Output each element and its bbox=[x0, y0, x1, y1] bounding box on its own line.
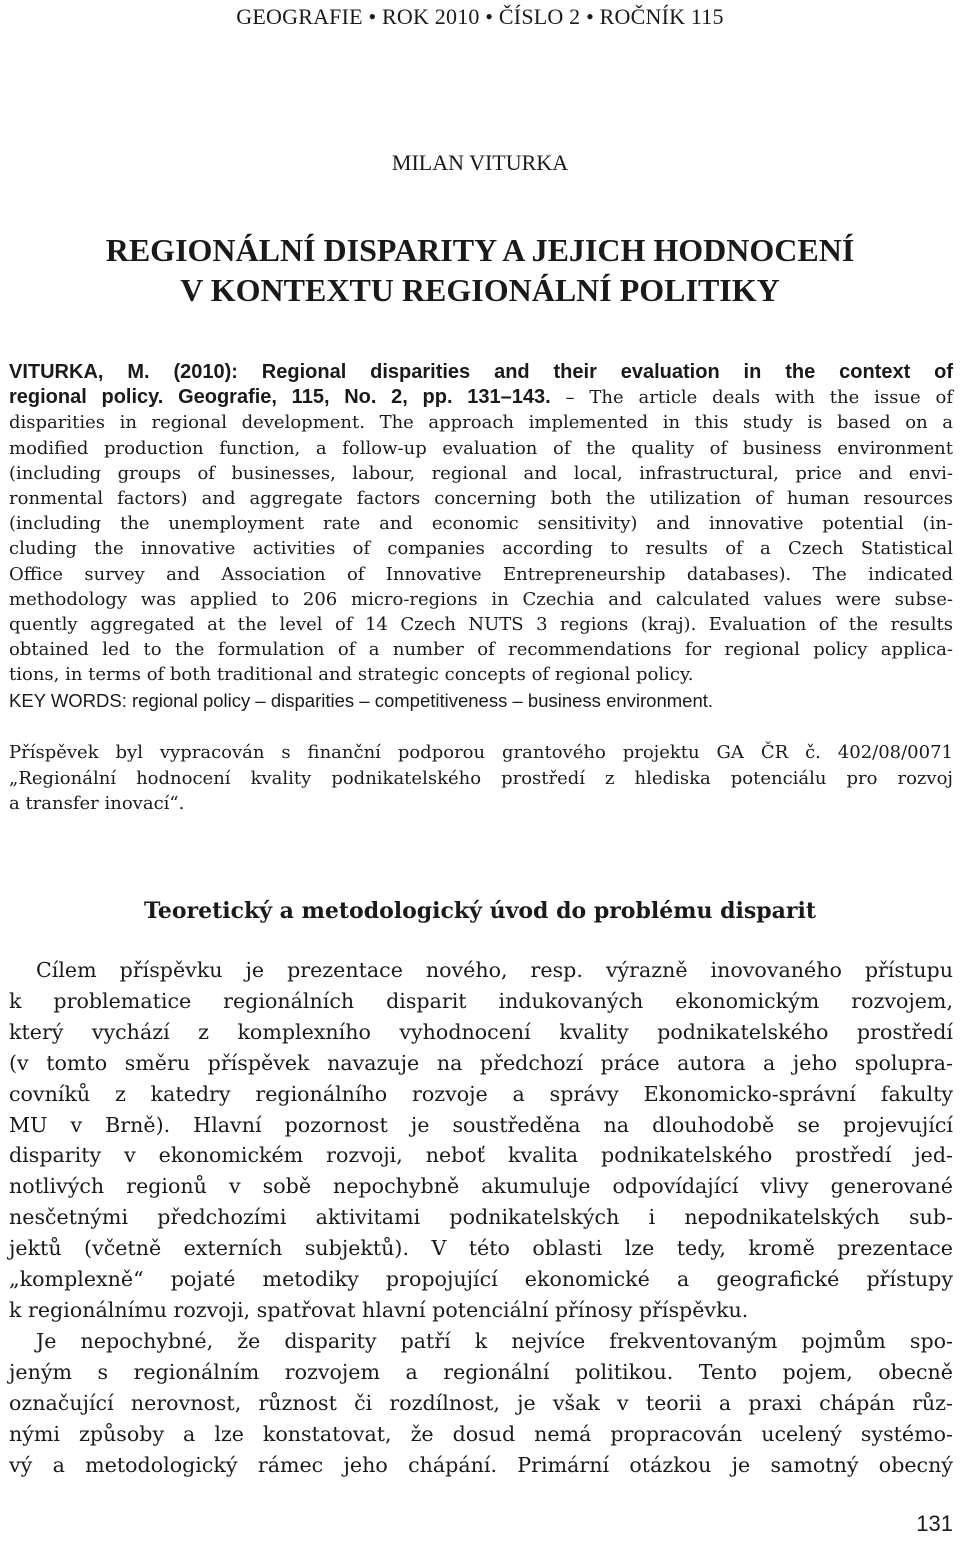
body-line: jeným s regionálním rozvojem a regionální politikou. Tento pojem, obecně bbox=[9, 1359, 953, 1384]
abstract-line: methodology was applied to 206 micro-regions in Czechia and calculated values were subse- bbox=[9, 588, 953, 610]
body-line: (v tomto směru příspěvek navazuje na předchozí práce autora a jeho spolupra- bbox=[9, 1050, 953, 1075]
article-title bbox=[0, 230, 960, 310]
abstract-line bbox=[9, 385, 953, 410]
body-line: nesčetnými předchozími aktivitami podnikatelských i nepodnikatelských sub- bbox=[9, 1205, 953, 1230]
body-line: MU v Brně). Hlavní pozornost je soustředěna na dlouhodobě se projevující bbox=[9, 1112, 953, 1137]
body-line: disparity v ekonomickém rozvoji, neboť kvalita podnikatelského prostředí jed- bbox=[9, 1143, 953, 1168]
title-line: REGIONÁLNÍ DISPARITY A JEJICH HODNOCENÍ bbox=[105, 232, 855, 268]
body-line: Cílem příspěvku je prezentace nového, resp. výrazně inovovaného přístupu bbox=[36, 958, 953, 982]
body-line: nými způsoby a lze konstatovat, že dosud nemá propracován ucelený systémo- bbox=[9, 1421, 953, 1446]
body-line: k regionálnímu rozvoji, spatřovat hlavní potenciální přínosy příspěvku. bbox=[9, 1297, 749, 1322]
page-number: 131 bbox=[916, 1511, 953, 1536]
body-line: k problematice regionálních disparit indukovaných ekonomickým rozvojem, bbox=[9, 988, 953, 1013]
abstract-line: Office survey and Association of Innovative Entrepreneurship databases). The indicated bbox=[9, 563, 953, 585]
grant-acknowledgement bbox=[9, 740, 953, 817]
abstract-line: disparities in regional development. The approach implemented in this study is based on a bbox=[9, 412, 953, 434]
paragraph bbox=[9, 1326, 953, 1481]
running-head: GEOGRAFIE • ROK 2010 • ČÍSLO 2 • ROČNÍK 115 bbox=[236, 4, 724, 29]
body-line: Je nepochybné, že disparity patří k nejvíce frekventovaným pojmům spo- bbox=[36, 1328, 953, 1353]
abstract-citation: VITURKA, M. (2010): Regional disparities and their evaluation in the context of bbox=[9, 361, 953, 383]
abstract-line: cluding the innovative activities of companies according to results of a Czech Statistical bbox=[9, 538, 953, 560]
section-heading: Teoretický a metodologický úvod do problému disparit bbox=[143, 898, 817, 924]
abstract-line bbox=[9, 360, 953, 385]
body-line: označující nerovnost, různost či rozdílnost, je však v teorii a praxi chápán růz- bbox=[9, 1390, 953, 1415]
title-line: V KONTEXTU REGIONÁLNÍ POLITIKY bbox=[180, 272, 780, 308]
body-line: který vychází z komplexního vyhodnocení kvality podnikatelského prostředí bbox=[9, 1019, 953, 1044]
abstract bbox=[9, 360, 953, 688]
body-line: jektů (včetně externích subjektů). V této oblasti lze tedy, kromě prezentace bbox=[9, 1236, 953, 1261]
body-line: „komplexně“ pojaté metodiky propojující ekonomické a geografické přístupy bbox=[9, 1267, 953, 1292]
paragraph bbox=[9, 955, 953, 1326]
grant-line: „Regionální hodnocení kvality podnikatelského prostředí z hlediska potenciálu pro rozvoj bbox=[9, 767, 953, 789]
keywords: KEY WORDS: regional policy – disparities – competitiveness – business environment. bbox=[9, 690, 714, 711]
abstract-line: (including groups of businesses, labour, regional and local, infrastructural, price and envi- bbox=[9, 462, 953, 484]
body-line: vý a metodologický rámec jeho chápání. Primární otázkou je samotný obecný bbox=[9, 1452, 953, 1477]
grant-line: a transfer inovací“. bbox=[9, 793, 185, 814]
abstract-line: tions, in terms of both traditional and strategic concepts of regional policy. bbox=[9, 664, 694, 686]
body-line: notlivých regionů v sobě nepochybně akumuluje odpovídající vlivy generované bbox=[9, 1174, 953, 1199]
abstract-line: obtained led to the formulation of a number of recommendations for regional policy applica- bbox=[9, 639, 953, 661]
abstract-citation: regional policy. Geografie, 115, No. 2, pp. 131–143. bbox=[9, 386, 551, 409]
body-line: covníků z katedry regionálního rozvoje a správy Ekonomicko-správní fakulty bbox=[9, 1081, 953, 1106]
author-name: MILAN VITURKA bbox=[391, 150, 569, 175]
abstract-line: modified production function, a follow-up evaluation of the quality of business environment bbox=[9, 437, 953, 459]
grant-line: Příspěvek byl vypracován s finanční podporou grantového projektu GA ČR č. 402/08/0071 bbox=[9, 742, 953, 763]
abstract-line: ronmental factors) and aggregate factors concerning both the utilization of human resources bbox=[9, 488, 953, 510]
abstract-text: – The article deals with the issue of bbox=[550, 387, 954, 409]
abstract-line: quently aggregated at the level of 14 Czech NUTS 3 regions (kraj). Evaluation of the results bbox=[9, 614, 953, 636]
body-text bbox=[9, 955, 953, 1480]
abstract-line: (including the unemployment rate and economic sensitivity) and innovative potential (in- bbox=[9, 513, 953, 535]
